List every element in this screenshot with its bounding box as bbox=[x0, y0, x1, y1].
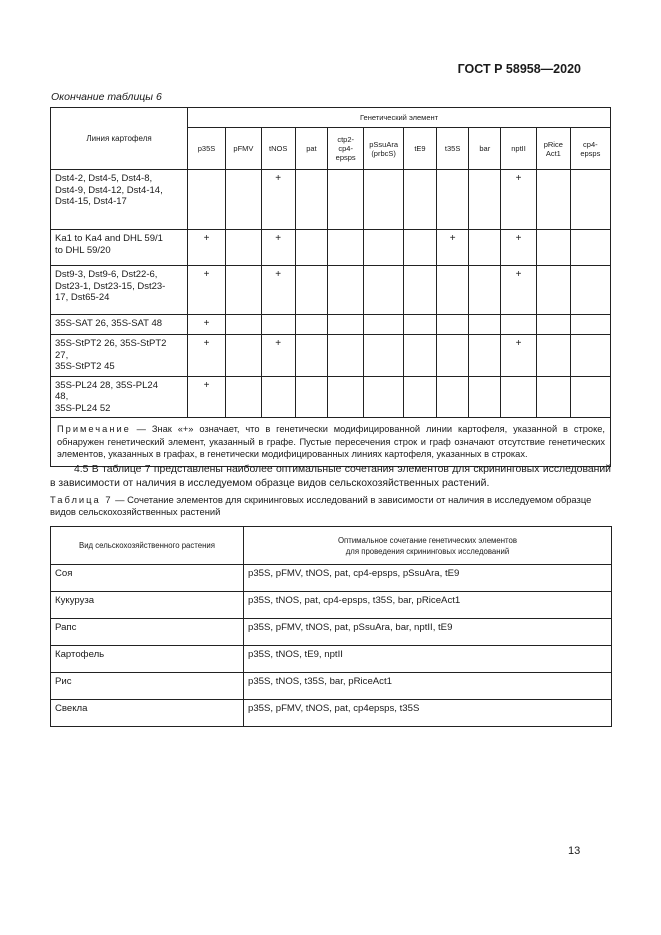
element-presence-cell bbox=[364, 170, 404, 230]
element-presence-cell bbox=[570, 315, 610, 335]
element-header bbox=[570, 128, 610, 170]
element-presence-cell: + bbox=[501, 170, 537, 230]
element-presence-cell bbox=[404, 335, 437, 377]
element-presence-cell bbox=[536, 376, 570, 418]
table-row bbox=[51, 335, 611, 377]
element-presence-cell bbox=[436, 335, 469, 377]
element-presence-cell: + bbox=[261, 335, 295, 377]
element-header bbox=[436, 128, 469, 170]
potato-line-text: to DHL 59/20 bbox=[55, 244, 111, 256]
element-presence-cell bbox=[570, 230, 610, 266]
element-presence-cell bbox=[436, 266, 469, 315]
combination-header-line2: для проведения скрининговых исследований bbox=[345, 546, 510, 556]
table-row bbox=[51, 592, 612, 619]
plant-cell: Рапс bbox=[51, 619, 244, 646]
element-header-text: pRice bbox=[543, 139, 563, 149]
potato-line-text: Ka1 to Ka4 and DHL 59/1 bbox=[55, 233, 163, 244]
element-header-text: epsps bbox=[580, 148, 601, 158]
element-header-text: nptII bbox=[511, 144, 526, 153]
element-presence-cell bbox=[226, 266, 262, 315]
element-header-text: tE9 bbox=[414, 144, 426, 153]
combination-cell: p35S, tNOS, pat, cp4-epsps, t35S, bar, pRiceAct1 bbox=[244, 592, 612, 619]
element-presence-cell bbox=[469, 170, 501, 230]
element-presence-cell bbox=[404, 315, 437, 335]
potato-line-cell bbox=[51, 315, 188, 335]
combination-cell: p35S, tNOS, tE9, nptII bbox=[244, 646, 612, 673]
element-presence-cell bbox=[404, 230, 437, 266]
potato-line-text: 35S-StPT2 45 bbox=[55, 361, 115, 372]
potato-line-cell bbox=[51, 266, 188, 315]
element-presence-cell: + bbox=[501, 230, 537, 266]
element-header-text: pSsuAra bbox=[369, 139, 398, 149]
element-presence-cell bbox=[469, 230, 501, 266]
element-presence-cell bbox=[226, 376, 262, 418]
table-row bbox=[51, 565, 612, 592]
element-header-text: t35S bbox=[444, 144, 461, 153]
element-presence-cell bbox=[469, 315, 501, 335]
element-presence-cell bbox=[295, 315, 328, 335]
group-header: Генетический элемент bbox=[188, 108, 611, 128]
element-presence-cell bbox=[328, 376, 364, 418]
element-presence-cell: + bbox=[261, 266, 295, 315]
table-row bbox=[51, 376, 611, 418]
element-presence-cell bbox=[295, 230, 328, 266]
element-presence-cell: + bbox=[436, 230, 469, 266]
element-presence-cell bbox=[328, 335, 364, 377]
element-presence-cell: + bbox=[188, 335, 226, 377]
element-presence-cell: + bbox=[501, 335, 537, 377]
element-presence-cell bbox=[364, 230, 404, 266]
element-presence-cell bbox=[501, 376, 537, 418]
element-presence-cell: + bbox=[188, 315, 226, 335]
element-presence-cell bbox=[328, 170, 364, 230]
element-presence-cell bbox=[536, 335, 570, 377]
element-presence-cell bbox=[226, 315, 262, 335]
element-presence-cell: + bbox=[261, 170, 295, 230]
element-header bbox=[226, 128, 262, 170]
element-presence-cell bbox=[364, 335, 404, 377]
element-presence-cell bbox=[364, 376, 404, 418]
table-row bbox=[51, 170, 611, 230]
table7 bbox=[50, 526, 612, 727]
element-header bbox=[364, 128, 404, 170]
element-presence-cell bbox=[536, 315, 570, 335]
element-header-text: cp4- bbox=[583, 139, 598, 149]
table6-note bbox=[51, 418, 611, 467]
element-presence-cell: + bbox=[261, 230, 295, 266]
potato-line-text: 27, bbox=[55, 349, 69, 361]
element-presence-cell: + bbox=[188, 376, 226, 418]
element-presence-cell bbox=[261, 376, 295, 418]
paragraph-4-5: 4.5 В таблице 7 представлены наиболее оптимальные сочетания элементов для скрининговых исследований в зависимости от наличия в исследуемом образце видов сельскохозяйственных растений. bbox=[50, 464, 611, 489]
element-presence-cell: + bbox=[501, 266, 537, 315]
element-presence-cell bbox=[226, 335, 262, 377]
table7-caption-label: Таблица 7 bbox=[50, 494, 113, 505]
element-presence-cell bbox=[570, 376, 610, 418]
element-header bbox=[188, 128, 226, 170]
element-presence-cell bbox=[469, 335, 501, 377]
potato-line-text: Dst23-1, Dst23-15, Dst23- bbox=[55, 280, 166, 292]
table-row bbox=[51, 700, 612, 727]
potato-line-cell bbox=[51, 376, 188, 418]
table-row bbox=[51, 230, 611, 266]
element-header bbox=[469, 128, 501, 170]
element-presence-cell bbox=[536, 230, 570, 266]
element-header bbox=[328, 128, 364, 170]
element-presence-cell bbox=[436, 315, 469, 335]
table-row bbox=[51, 619, 612, 646]
element-header-text: p35S bbox=[197, 144, 216, 153]
element-header-text: tNOS bbox=[269, 144, 288, 153]
potato-line-text: 48, bbox=[55, 391, 69, 402]
potato-line-text: Dst4-9, Dst4-12, Dst4-14, bbox=[55, 184, 163, 196]
element-presence-cell bbox=[295, 376, 328, 418]
element-presence-cell bbox=[469, 266, 501, 315]
element-header-text: epsps bbox=[335, 153, 356, 162]
potato-line-cell bbox=[51, 230, 188, 266]
plant-cell: Картофель bbox=[51, 646, 244, 673]
potato-line-text: Dst4-15, Dst4-17 bbox=[55, 196, 127, 207]
element-header bbox=[501, 128, 537, 170]
element-presence-cell bbox=[295, 170, 328, 230]
standard-number: ГОСТ Р 58958—2020 bbox=[457, 62, 581, 76]
element-header-text: (prbcS) bbox=[371, 148, 396, 158]
table-row bbox=[51, 315, 611, 335]
table-row bbox=[51, 266, 611, 315]
element-header-text: bar bbox=[479, 144, 491, 153]
element-presence-cell bbox=[226, 230, 262, 266]
potato-line-cell bbox=[51, 335, 188, 377]
combination-cell: p35S, pFMV, tNOS, pat, pSsuAra, bar, nptII, tE9 bbox=[244, 619, 612, 646]
element-presence-cell bbox=[570, 335, 610, 377]
table7-caption-text: — Сочетание элементов для скрининговых исследований в зависимости от наличия в исследуемом образце видов сельскохозяйственных растений bbox=[50, 494, 592, 517]
plant-cell: Рис bbox=[51, 673, 244, 700]
plant-cell: Свекла bbox=[51, 700, 244, 727]
element-header bbox=[261, 128, 295, 170]
element-header-text: pat bbox=[306, 144, 317, 153]
line-header: Линия картофеля bbox=[51, 108, 188, 170]
element-presence-cell bbox=[469, 376, 501, 418]
element-header-text: cp4- bbox=[338, 144, 353, 153]
table6 bbox=[50, 107, 611, 467]
plant-header: Вид сельскохозяйственного растения bbox=[51, 527, 244, 565]
element-presence-cell bbox=[295, 335, 328, 377]
note-text: — Знак «+» означает, что в генетически модифицированной линии картофеля, указанной в строке, обнаружен генетический элемент, указанный в графе. Пустые пересечения строк и граф означают отсутствие генетических элементов, указанных в графах, в генетически модифицированных линиях картофеля, указанных в строках. bbox=[57, 424, 605, 459]
element-presence-cell bbox=[536, 170, 570, 230]
element-presence-cell bbox=[295, 266, 328, 315]
potato-line-text: 35S-PL24 28, 35S-PL24 bbox=[55, 379, 158, 391]
potato-line-cell bbox=[51, 170, 188, 230]
element-header-text: Act1 bbox=[545, 148, 561, 158]
plant-cell: Кукуруза bbox=[51, 592, 244, 619]
potato-line-text: 35S-PL24 52 bbox=[55, 402, 111, 414]
potato-line-text: Dst9-3, Dst9-6, Dst22-6, bbox=[55, 269, 158, 280]
combination-cell: p35S, pFMV, tNOS, pat, cp4epsps, t35S bbox=[244, 700, 612, 727]
element-presence-cell: + bbox=[188, 230, 226, 266]
element-presence-cell bbox=[261, 315, 295, 335]
page-number: 13 bbox=[568, 845, 581, 857]
plant-cell: Соя bbox=[51, 565, 244, 592]
table-row bbox=[51, 673, 612, 700]
element-presence-cell bbox=[226, 170, 262, 230]
combination-header-line1: Оптимальное сочетание генетических элементов bbox=[337, 535, 518, 545]
element-presence-cell bbox=[364, 266, 404, 315]
element-header bbox=[404, 128, 437, 170]
element-presence-cell bbox=[436, 376, 469, 418]
element-presence-cell: + bbox=[188, 266, 226, 315]
element-presence-cell bbox=[404, 376, 437, 418]
element-presence-cell bbox=[501, 315, 537, 335]
combination-cell: p35S, tNOS, t35S, bar, pRiceAct1 bbox=[244, 673, 612, 700]
element-header-text: ctp2- bbox=[337, 135, 355, 144]
table7-caption bbox=[50, 494, 611, 518]
potato-line-text: 35S-SAT 26, 35S-SAT 48 bbox=[55, 318, 163, 329]
combination-cell: p35S, pFMV, tNOS, pat, cp4-epsps, pSsuAra, tE9 bbox=[244, 565, 612, 592]
element-header-text: pFMV bbox=[233, 144, 254, 153]
element-presence-cell bbox=[570, 266, 610, 315]
element-presence-cell bbox=[536, 266, 570, 315]
potato-line-text: 35S-StPT2 26, 35S-StPT2 bbox=[55, 338, 167, 349]
element-presence-cell bbox=[436, 170, 469, 230]
element-presence-cell bbox=[328, 230, 364, 266]
element-presence-cell bbox=[404, 266, 437, 315]
element-presence-cell bbox=[364, 315, 404, 335]
element-presence-cell bbox=[570, 170, 610, 230]
element-presence-cell bbox=[404, 170, 437, 230]
element-presence-cell bbox=[188, 170, 226, 230]
element-presence-cell bbox=[328, 266, 364, 315]
element-header bbox=[295, 128, 328, 170]
potato-line-text: 17, Dst65-24 bbox=[55, 292, 110, 303]
table6-caption: Окончание таблицы 6 bbox=[51, 91, 162, 103]
element-header bbox=[536, 128, 570, 170]
note-label: Примечание bbox=[57, 424, 131, 434]
combination-header bbox=[244, 527, 612, 565]
table-row bbox=[51, 646, 612, 673]
potato-line-text: Dst4-2, Dst4-5, Dst4-8, bbox=[55, 173, 153, 184]
element-presence-cell bbox=[328, 315, 364, 335]
